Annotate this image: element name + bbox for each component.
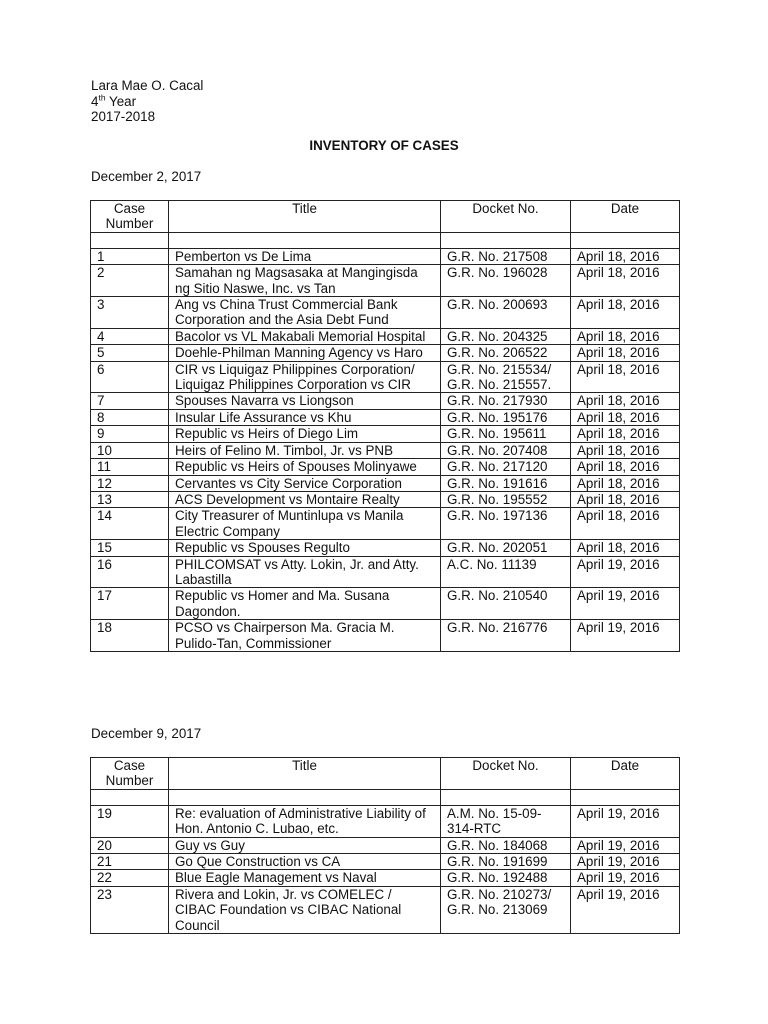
student-year: [91, 94, 203, 110]
case-header-line1: Case: [113, 201, 146, 216]
decision-date-cell: April 18, 2016: [571, 297, 680, 329]
case-number-cell: 11: [91, 459, 169, 475]
case-title-cell: Bacolor vs VL Makabali Memorial Hospital: [169, 328, 441, 344]
student-name: Lara Mae O. Cacal: [91, 78, 204, 93]
empty-cell: [169, 789, 441, 805]
docket-number-cell: G.R. No. 184068: [441, 837, 571, 853]
docket-number-cell: G.R. No. 216776: [441, 620, 571, 652]
case-title-cell: Pemberton vs De Lima: [169, 248, 441, 264]
decision-date-cell: April 19, 2016: [571, 886, 680, 933]
decision-date-cell: April 19, 2016: [571, 556, 680, 588]
case-title-cell: City Treasurer of Muntinlupa vs Manila Electric Company: [169, 508, 441, 540]
case-number-cell: 6: [91, 361, 169, 393]
case-number-cell: 22: [91, 870, 169, 886]
column-header-docket: Docket No.: [441, 758, 571, 790]
docket-number-cell: A.C. No. 11139: [441, 556, 571, 588]
table-row: [91, 620, 680, 652]
docket-number-cell: G.R. No. 191699: [441, 854, 571, 870]
docket-number-cell: G.R. No. 195176: [441, 409, 571, 425]
case-title-cell: Cervantes vs City Service Corporation: [169, 475, 441, 491]
case-title-cell: Re: evaluation of Administrative Liability of Hon. Antonio C. Lubao, etc.: [169, 805, 441, 837]
table-row: [91, 886, 680, 933]
case-title-cell: Spouses Navarra vs Liongson: [169, 393, 441, 409]
case-title-cell: Go Que Construction vs CA: [169, 854, 441, 870]
docket-number-cell: G.R. No. 191616: [441, 475, 571, 491]
column-header-date: Date: [571, 758, 680, 790]
case-title-cell: ACS Development vs Montaire Realty: [169, 491, 441, 507]
table-header-row: [91, 758, 680, 790]
case-title-cell: Samahan ng Magsasaka at Mangingisda ng Sitio Naswe, Inc. vs Tan: [169, 265, 441, 297]
decision-date-cell: April 18, 2016: [571, 491, 680, 507]
table-row: [91, 361, 680, 393]
case-number-cell: 1: [91, 248, 169, 264]
table-row: [91, 393, 680, 409]
table-row: [91, 248, 680, 264]
decision-date-cell: April 18, 2016: [571, 265, 680, 297]
cases-table: [90, 757, 680, 934]
case-header-line1: Case: [113, 758, 146, 773]
docket-number-cell: G.R. No. 204325: [441, 328, 571, 344]
case-number-cell: 3: [91, 297, 169, 329]
case-number-cell: 13: [91, 491, 169, 507]
table-row: [91, 459, 680, 475]
case-title-cell: Ang vs China Trust Commercial Bank Corporation and the Asia Debt Fund: [169, 297, 441, 329]
table-row: [91, 805, 680, 837]
table-row: [91, 265, 680, 297]
docket-number-cell: G.R. No. 207408: [441, 442, 571, 458]
table-row: [91, 409, 680, 425]
docket-number-cell: G.R. No. 197136: [441, 508, 571, 540]
column-header-case-number: [91, 201, 169, 233]
cases-table-body: [91, 789, 680, 933]
case-number-cell: 10: [91, 442, 169, 458]
decision-date-cell: April 18, 2016: [571, 409, 680, 425]
section-date-heading: December 9, 2017: [91, 726, 202, 741]
decision-date-cell: April 18, 2016: [571, 361, 680, 393]
decision-date-cell: April 19, 2016: [571, 620, 680, 652]
table-row: [91, 328, 680, 344]
table-header-row: [91, 201, 680, 233]
decision-date-cell: April 18, 2016: [571, 345, 680, 361]
docket-number-cell: G.R. No. 195611: [441, 426, 571, 442]
case-header-line2: Number: [105, 773, 154, 789]
year-suffix: th: [98, 92, 106, 103]
case-number-cell: 7: [91, 393, 169, 409]
docket-number-cell: G.R. No. 217508: [441, 248, 571, 264]
docket-number-cell: G.R. No. 217930: [441, 393, 571, 409]
decision-date-cell: April 18, 2016: [571, 426, 680, 442]
docket-number-cell: G.R. No. 215534/ G.R. No. 215557.: [441, 361, 571, 393]
case-title-cell: Doehle-Philman Manning Agency vs Haro: [169, 345, 441, 361]
school-year: 2017-2018: [91, 109, 156, 124]
column-header-title: Title: [169, 758, 441, 790]
empty-cell: [169, 232, 441, 248]
case-number-cell: 14: [91, 508, 169, 540]
table-row: [91, 491, 680, 507]
document-title: INVENTORY OF CASES: [309, 138, 459, 153]
year-number: 4: [91, 93, 99, 109]
docket-number-cell: G.R. No. 196028: [441, 265, 571, 297]
docket-number-cell: G.R. No. 210273/ G.R. No. 213069: [441, 886, 571, 933]
decision-date-cell: April 18, 2016: [571, 540, 680, 556]
empty-cell: [91, 232, 169, 248]
table-spacer-row: [91, 789, 680, 805]
case-header-line2: Number: [105, 216, 154, 232]
table-row: [91, 345, 680, 361]
case-title-cell: Rivera and Lokin, Jr. vs COMELEC / CIBAC Foundation vs CIBAC National Council: [169, 886, 441, 933]
table-row: [91, 588, 680, 620]
table-row: [91, 854, 680, 870]
table-row: [91, 556, 680, 588]
case-title-cell: Guy vs Guy: [169, 837, 441, 853]
case-title-cell: PHILCOMSAT vs Atty. Lokin, Jr. and Atty. Labastilla: [169, 556, 441, 588]
case-title-cell: Republic vs Heirs of Diego Lim: [169, 426, 441, 442]
case-title-cell: PCSO vs Chairperson Ma. Gracia M. Pulido-Tan, Commissioner: [169, 620, 441, 652]
case-number-cell: 21: [91, 854, 169, 870]
decision-date-cell: April 18, 2016: [571, 393, 680, 409]
case-title-cell: Republic vs Homer and Ma. Susana Dagondon.: [169, 588, 441, 620]
case-number-cell: 17: [91, 588, 169, 620]
table-spacer-row: [91, 232, 680, 248]
table-row: [91, 426, 680, 442]
table-row: [91, 837, 680, 853]
case-number-cell: 19: [91, 805, 169, 837]
case-number-cell: 15: [91, 540, 169, 556]
case-number-cell: 9: [91, 426, 169, 442]
case-number-cell: 5: [91, 345, 169, 361]
docket-number-cell: G.R. No. 206522: [441, 345, 571, 361]
cases-table-body: [91, 232, 680, 651]
decision-date-cell: April 18, 2016: [571, 508, 680, 540]
docket-number-cell: G.R. No. 192488: [441, 870, 571, 886]
cases-table: [90, 200, 680, 652]
decision-date-cell: April 18, 2016: [571, 248, 680, 264]
empty-cell: [571, 789, 680, 805]
case-title-cell: Heirs of Felino M. Timbol, Jr. vs PNB: [169, 442, 441, 458]
empty-cell: [571, 232, 680, 248]
empty-cell: [441, 232, 571, 248]
case-number-cell: 8: [91, 409, 169, 425]
year-word: Year: [105, 93, 137, 109]
case-number-cell: 2: [91, 265, 169, 297]
case-title-cell: Republic vs Spouses Regulto: [169, 540, 441, 556]
section-date-heading: December 2, 2017: [91, 169, 202, 184]
decision-date-cell: April 18, 2016: [571, 328, 680, 344]
docket-number-cell: A.M. No. 15-09-314-RTC: [441, 805, 571, 837]
table-row: [91, 297, 680, 329]
case-number-cell: 18: [91, 620, 169, 652]
table-row: [91, 475, 680, 491]
student-header: [91, 78, 203, 125]
decision-date-cell: April 18, 2016: [571, 442, 680, 458]
column-header-case-number: [91, 758, 169, 790]
case-number-cell: 23: [91, 886, 169, 933]
case-number-cell: 4: [91, 328, 169, 344]
case-number-cell: 16: [91, 556, 169, 588]
case-title-cell: CIR vs Liquigaz Philippines Corporation/ Liquigaz Philippines Corporation vs CIR: [169, 361, 441, 393]
case-title-cell: Republic vs Heirs of Spouses Molinyawe: [169, 459, 441, 475]
decision-date-cell: April 19, 2016: [571, 854, 680, 870]
case-title-cell: Insular Life Assurance vs Khu: [169, 409, 441, 425]
decision-date-cell: April 19, 2016: [571, 588, 680, 620]
decision-date-cell: April 19, 2016: [571, 805, 680, 837]
table-row: [91, 508, 680, 540]
docket-number-cell: G.R. No. 202051: [441, 540, 571, 556]
empty-cell: [91, 789, 169, 805]
decision-date-cell: April 18, 2016: [571, 475, 680, 491]
column-header-docket: Docket No.: [441, 201, 571, 233]
table-row: [91, 442, 680, 458]
docket-number-cell: G.R. No. 200693: [441, 297, 571, 329]
decision-date-cell: April 18, 2016: [571, 459, 680, 475]
docket-number-cell: G.R. No. 195552: [441, 491, 571, 507]
decision-date-cell: April 19, 2016: [571, 870, 680, 886]
decision-date-cell: April 19, 2016: [571, 837, 680, 853]
case-number-cell: 12: [91, 475, 169, 491]
empty-cell: [441, 789, 571, 805]
table-row: [91, 870, 680, 886]
case-number-cell: 20: [91, 837, 169, 853]
table-row: [91, 540, 680, 556]
column-header-title: Title: [169, 201, 441, 233]
column-header-date: Date: [571, 201, 680, 233]
case-title-cell: Blue Eagle Management vs Naval: [169, 870, 441, 886]
docket-number-cell: G.R. No. 217120: [441, 459, 571, 475]
docket-number-cell: G.R. No. 210540: [441, 588, 571, 620]
